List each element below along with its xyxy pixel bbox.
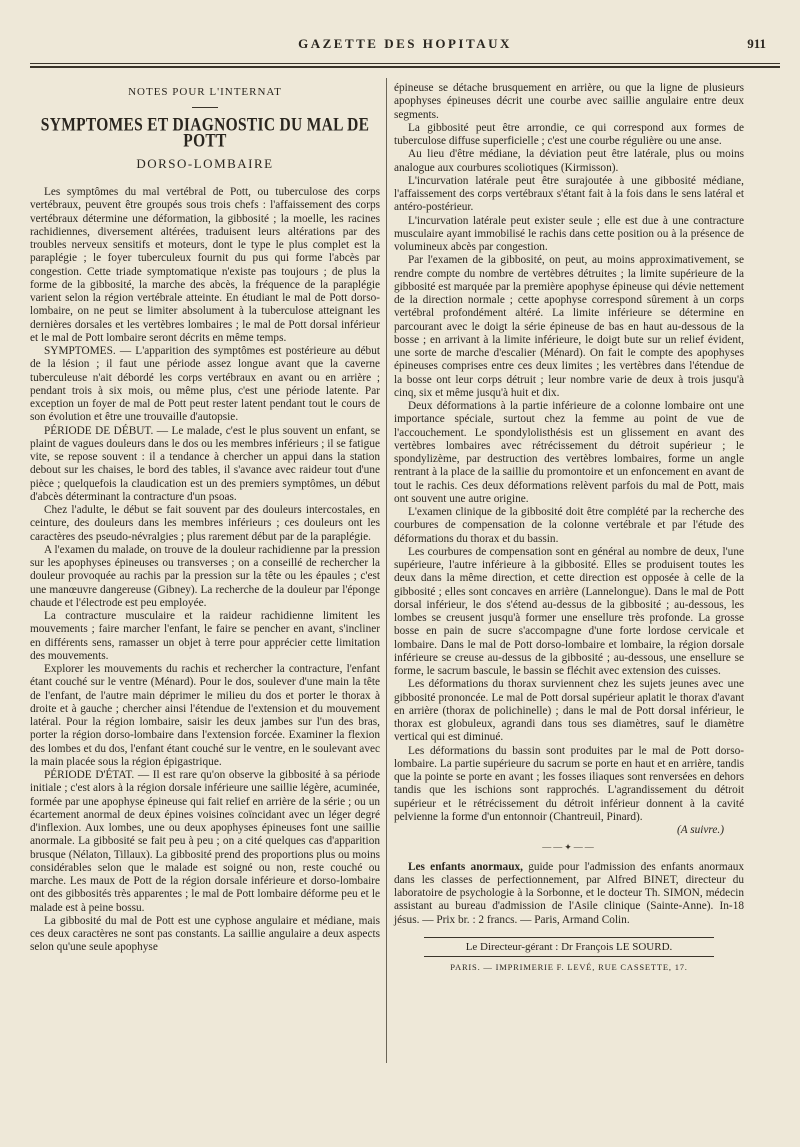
paragraph: L'incurvation latérale peut exister seule ; elle est due à une contracture musculaire ayant immobilisé le rachis dans cette position ou à la présence de volumineux abcès par congestion.: [394, 214, 744, 253]
paragraph: Par l'examen de la gibbosité, on peut, au moins approximativement, se rendre compte du nombre de vertèbres détruites ; la limite supérieure de la gibbosité est marquée par la première apophyse épineuse qui dévie nettement de la direction normale ; cette apophyse correspond sûrement à un corps vertébral profondément altéré. La limite inférieure se détermine en parcourant avec le doigt la série épineuse de bas en haut au-dessous de la bosse ; en arrivant à la limite inférieure, le doigt bute sur un relief évident, une sorte de marche d'escalier (Ménard). On fait le compte des apophyses épineuses comprises entre ces deux limites ; les vertèbres dans l'étendue de la bosse ont leur corps détruit ; leur nombre varie de deux à trois jusqu'à cinq, six et même jusqu'à huit et dix.: [394, 254, 744, 399]
paragraph: Au lieu d'être médiane, la déviation peut être latérale, plus ou moins analogue aux courbures scoliotiques (Kirmisson).: [394, 148, 744, 174]
book-notice-text: guide pour l'admission des enfants anormaux dans les classes de perfectionnement, par Alfred BINET, directeur du laboratoire de psychologie à la Sorbonne, et le docteur Th. SIMON, médecin assistant au bureau d'admission de l'Asile clinique (Sainte-Anne). In-18 jésus. — Prix br. : 2 francs. — Paris, Armand Colin.: [394, 860, 744, 926]
book-notice-lead: Les enfants anormaux,: [408, 860, 523, 873]
header-rule-bottom: [30, 66, 780, 68]
paragraph: PÉRIODE D'ÉTAT. — Il est rare qu'on observe la gibbosité à sa période initiale ; c'est alors à la région dorsale inférieure une saillie légère, acuminée, formée par une apophyse épineuse qui fait relief en arrière de la série ; ou un écartement anormal de deux épines voisines coïncidant avec un léger degré d'inflexion. Aux lombes, une ou deux apophyses épineuses font une saillie anormale. La gibbosité se fait peu à peu ; on a cité quelques cas d'apparition brusque (Nélaton, Tillaux). La gibbosité prend des proportions plus ou moins considérables selon que le malade est soigné ou non, reste couché ou marche. Les maux de Pott de la région dorsale inférieure et dorso-lombaire ont des gibbosités très apparentes ; le mal de Pott lombaire déforme peu et le malade est à peine bossu.: [30, 769, 380, 914]
header-rule-top: [30, 63, 780, 64]
journal-title: GAZETTE DES HOPITAUX: [298, 36, 512, 51]
paragraph: SYMPTOMES. — L'apparition des symptômes est postérieure au début de la lésion ; il faut une période assez longue avant que la caverne tuberculeuse n'ait débordé les corps vertébraux en avant ou en arrière ; pendant trois à six mois, ou même plus, c'est une période latente. Par exception un foyer de mal de Pott peut rester latent pendant tout le cours de son évolution et être une trouvaille d'autopsie.: [30, 345, 380, 424]
page-header: [30, 30, 780, 60]
continued-note: (A suivre.): [676, 824, 724, 836]
ornament-divider: ——✦——: [542, 842, 596, 853]
section-rule: [192, 107, 218, 108]
paragraph: La gibbosité peut être arrondie, ce qui correspond aux formes de tuberculose diffuse superficielle ; c'est une courbe régulière ou une anse.: [394, 121, 744, 147]
printer-imprint: PARIS. — IMPRIMERIE F. LEVÉ, RUE CASSETTE, 17.: [450, 962, 688, 972]
paragraph: Les courbures de compensation sont en général au nombre de deux, l'une supérieure, l'autre inférieure à la gibbosité. Elles se produisent toutes les deux dans la même direction, et cette direction est opposée à celle de la gibbosité ; elles sont concaves en arrière (Lannelongue). Dans le mal de Pott dorsal inférieur, le dos s'étend au-dessus de la gibbosité ; au-dessous, les lombes se creusent jusqu'à former une ensellure très profonde. La grosse bosse en pain de sucre s'accompagne d'une forte lordose cervicale et lombaire. Dans le mal de Pott dorso-lombaire et lombaire, la région dorsale inférieure se creuse au-dessus de la gibbosité ; au-dessous, une ensellure se forme, le sacrum bascule, le bassin se fléchit avec extension des cuisses.: [394, 545, 744, 677]
paragraph: épineuse se détache brusquement en arrière, ou que la ligne de plusieurs apophyses épineuses décrit une courbe avec saillie angulaire entre deux segments.: [394, 82, 744, 121]
paragraph: La gibbosité du mal de Pott est une cyphose angulaire et médiane, mais ces deux caractères ne sont pas constants. La saillie angulaire a deux aspects selon qu'une seule apophyse: [30, 914, 380, 954]
paragraph: Chez l'adulte, le début se fait souvent par des douleurs intercostales, en ceinture, des douleurs dans les membres inférieurs ; ces douleurs ont les caractères des pseudo-névralgies ; plus rarement début par de la paraplégie.: [30, 504, 380, 543]
section-heading: NOTES POUR L'INTERNAT: [128, 86, 282, 98]
paragraph: L'examen clinique de la gibbosité doit être complété par la recherche des courbures de compensation de la colonne vertébrale et par l'étude des déformations du thorax et du bassin.: [394, 506, 744, 545]
article-title: SYMPTOMES ET DIAGNOSTIC DU MAL DE POTT: [40, 114, 370, 153]
column-divider: [386, 78, 387, 1063]
paragraph: L'incurvation latérale peut être surajoutée à une gibbosité médiane, l'affaissement des corps vertébraux s'étant fait à la fois dans le sens latéral et antéro-postérieur.: [394, 174, 744, 214]
paragraph: Deux déformations à la partie inférieure de a colonne lombaire ont une importance spéciale, surtout chez la femme au point de vue de l'accouchement. Le spondylolisthésis est un glissement en avant des vertèbres lombaires avec rétrécissement du détroit supérieur ; le spondylizème, par destruction des vertèbres lombaires, forme un angle rentrant à la place de la saillie du promontoire et un enfoncement en avant de tout le rachis. Ces deux déformations relèvent parfois du mal de Pott, mais ont souvent une autre origine.: [394, 400, 744, 505]
editor-signature: Le Directeur-gérant : Dr François LE SOURD.: [424, 937, 714, 957]
paragraph: La contracture musculaire et la raideur rachidienne limitent les mouvements ; faire marcher l'enfant, le faire se pencher en avant, s'incliner en différents sens, ramasser un objet à terre pour apprécier cette limitation des mouvements.: [30, 610, 380, 662]
paragraph: Les déformations du bassin sont produites par le mal de Pott dorso-lombaire. La partie supérieure du sacrum se porte en haut et en arrière, tandis que la pointe se porte en avant ; les fosses iliaques sont renversées en dehors tandis que les ischions sont rapprochés. L'agrandissement du détroit supérieur et le rétrécissement du détroit inférieur donnent à la cavité pelvienne la forme d'un entonnoir (Chantreuil, Pinard).: [394, 744, 744, 823]
paragraph: Les symptômes du mal vertébral de Pott, ou tuberculose des corps vertébraux, peuvent être groupés sous trois chefs : l'affaissement des corps vertébraux détermine une déformation, la gibbosité ; la moelle, les racines rachidiennes, diversement altérées, traduisent leurs altérations par des troubles nerveux sensitifs et moteurs, dont le type le plus complet est la paraplégie ; le foyer tuberculeux fournit du pus qui forme l'abcès par congestion. Cette triade symptomatique n'existe pas toujours ; de plus la forme de la gibbosité, la marche des abcès, la fréquence de la paraplégie varient selon la région vertébrale atteinte. En étudiant le mal de Pott dorso-lombaire, on ne peut se limiter absolument à la tuberculose atteignant les dernières dorsales et les vertèbres lombaires ; le mal de Pott dorsal inférieur et le mal de Pott lombaire seront décrits en même temps.: [30, 186, 380, 344]
left-column: [30, 82, 380, 955]
paragraph: Les déformations du thorax surviennent chez les sujets jeunes avec une gibbosité prononcée. Le mal de Pott dorsal supérieur aplatit le thorax d'avant en arrière (thorax de polichinelle) ; dans le mal de Pott dorsal inférieur, le thorax est globuleux, agrandi dans tous ses diamètres, sauf le diamètre vertical qui est diminué.: [394, 678, 744, 744]
article-subtitle: DORSO-LOMBAIRE: [136, 155, 274, 171]
paragraph: A l'examen du malade, on trouve de la douleur rachidienne par la pression sur les apophyses épineuses ou transverses ; on a conseillé de rechercher la douleur provoquée au rachis par la pression sur la tête ou les épaules ; c'est une manœuvre dangereuse (Gibney). La recherche de la douleur par l'éponge chaude et l'électrode est peu employée.: [30, 543, 380, 609]
paragraph: PÉRIODE DE DÉBUT. — Le malade, c'est le plus souvent un enfant, se plaint de vagues douleurs dans le dos ou les membres inférieurs ; il se fatigue vite, se repose souvent : il a tendance à chercher un appui dans la station debout sur les chaises, le bord des tables, il s'avance avec raideur tout d'une pièce ; quelquefois la claudication est un des premiers symptômes, un début d'abcès déterminant la contracture d'un psoas.: [30, 424, 380, 503]
book-notice: [394, 861, 744, 927]
right-column: [394, 82, 744, 974]
page-number: 911: [747, 36, 766, 51]
paragraph: Explorer les mouvements du rachis et rechercher la contracture, l'enfant étant couché sur le ventre (Ménard). Pour le dos, soulever d'une main la tête de l'enfant, de l'autre main déprimer le milieu du dos et porter le thorax à droite et à gauche ; chercher ainsi l'étendue de l'extension et du mouvement latéral. Pour la région lombaire, saisir les deux jambes sur l'un des bras, porter la région dorso-lombaire dans l'extension forcée. Examiner la flexion des lombes et du dos, l'enfant étant couché sur le ventre, en le soulevant avec la main placée sous la région épigastrique.: [30, 663, 380, 768]
